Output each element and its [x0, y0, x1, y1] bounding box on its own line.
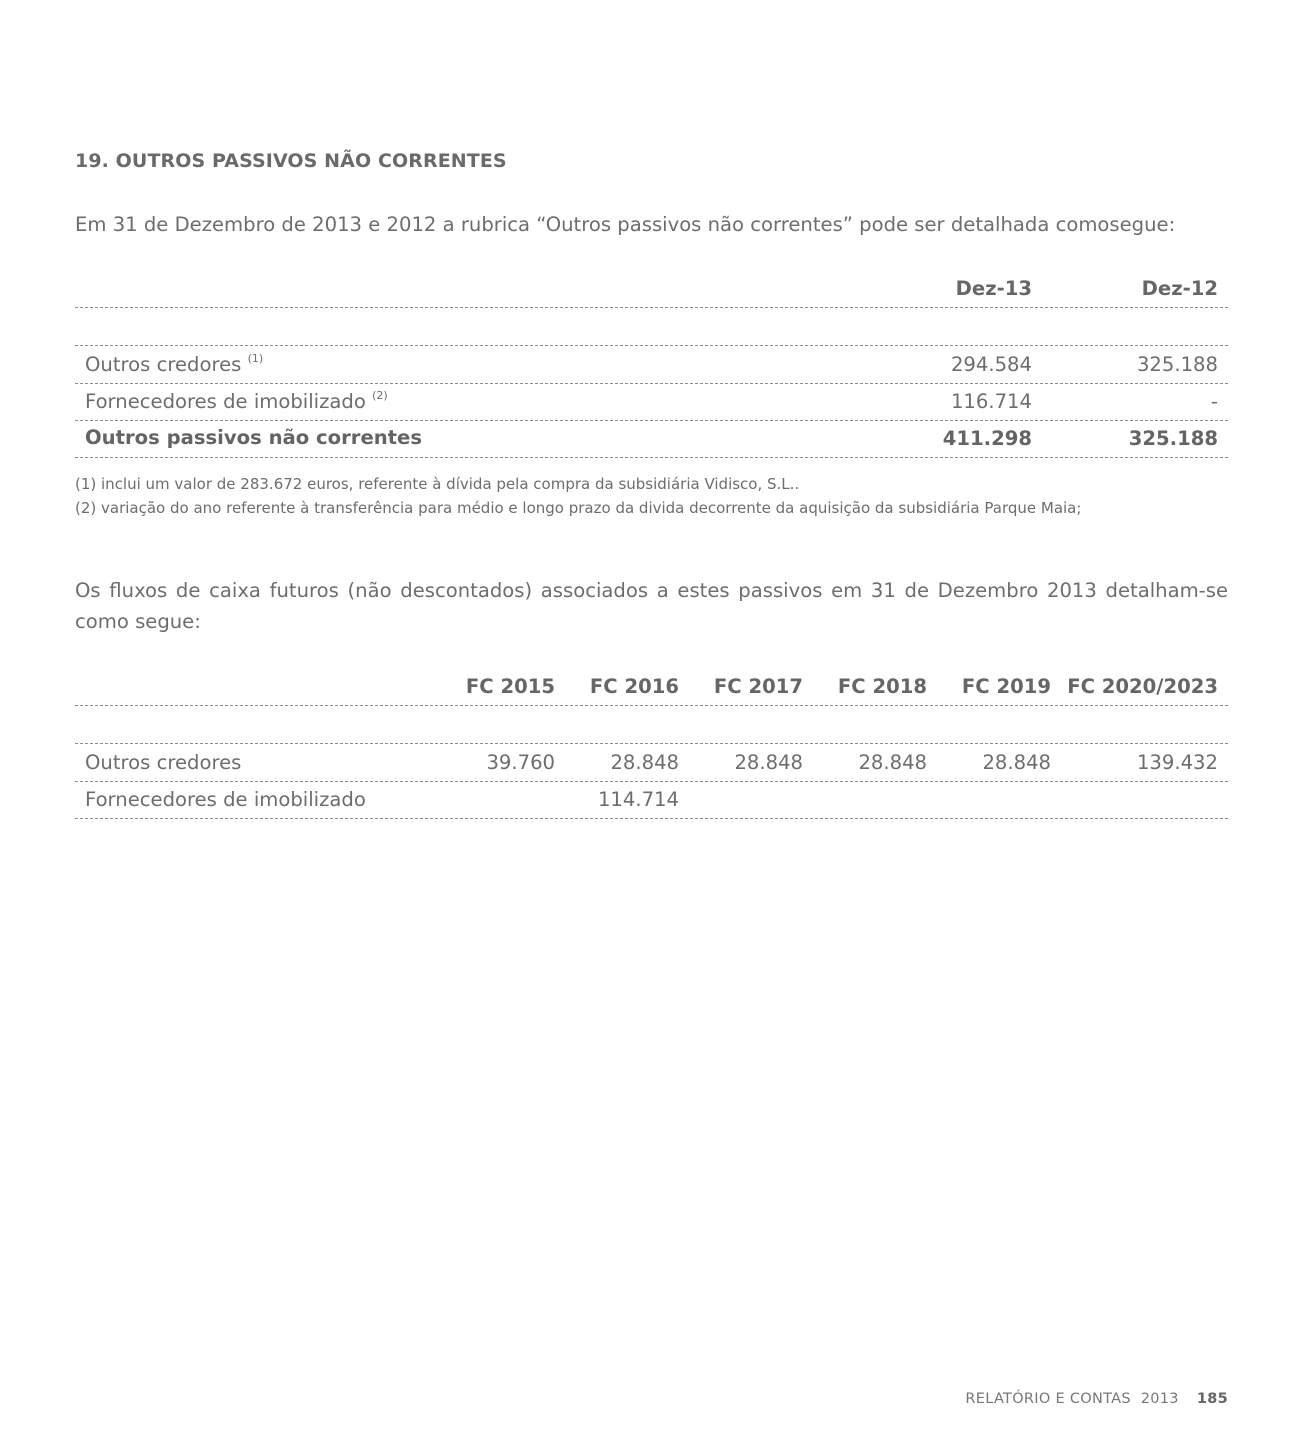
value-fc2019: [951, 781, 1051, 818]
column-header-dez13: Dez-13: [955, 277, 1032, 300]
column-header-fc2017: FC 2017: [713, 675, 803, 698]
row-label: Outros credores $^{(1)}$: [85, 352, 264, 376]
value-fc2018: [827, 781, 927, 818]
table-row: [75, 383, 1228, 421]
row-label: Fornecedores de imobilizado: [85, 788, 366, 811]
page-number: 185: [1196, 1391, 1228, 1407]
page-footer: [965, 1391, 1228, 1407]
value-fc2020-2023: [1061, 781, 1218, 818]
footnote-1: (1) inclui um valor de 283.672 euros, referente à dívida pela compra da subsidiária Vidisco, S.L..: [75, 475, 800, 493]
cashflow-paragraph: Os fluxos de caixa futuros (não descontados) associados a estes passivos em 31 de Dezembro 2013 detalham-se como segue:: [75, 579, 1228, 633]
column-header-fc2016: FC 2016: [589, 675, 679, 698]
column-header-fc2020-2023: FC 2020/2023: [1067, 675, 1218, 698]
table-row: [75, 781, 1228, 819]
value-fc2016: 114.714: [597, 788, 679, 811]
footnote-ref: (2): [372, 389, 388, 402]
footnote-2: (2) variação do ano referente à transferência para médio e longo prazo da divida decorrente da aquisição da subsidiária Parque Maia;: [75, 499, 1082, 517]
table-header-row: [75, 668, 1228, 706]
total-label: Outros passivos não correntes: [85, 426, 422, 449]
intro-paragraph: Em 31 de Dezembro de 2013 e 2012 a rubrica “Outros passivos não correntes” pode ser detalhada comosegue:: [75, 213, 1176, 236]
value-fc2019: 28.848: [982, 751, 1051, 774]
value-fc2020-2023: 139.432: [1136, 751, 1218, 774]
total-dez12: 325.188: [1128, 427, 1218, 450]
footnotes: [75, 472, 1081, 520]
value-fc2017: [703, 781, 803, 818]
row-label: Fornecedores de imobilizado $^{(2)}$: [85, 389, 388, 413]
value-dez13: 116.714: [950, 390, 1032, 413]
section-heading: 19. OUTROS PASSIVOS NÃO CORRENTES: [75, 150, 507, 172]
table-row: [75, 744, 1228, 782]
value-fc2015: 39.760: [486, 751, 555, 774]
footnote-ref: (1): [247, 352, 264, 365]
value-dez12: -: [1210, 390, 1218, 413]
report-title: RELATÓRIO E CONTAS 2013: [965, 1391, 1179, 1407]
value-fc2016: 28.848: [610, 751, 679, 774]
column-header-fc2018: FC 2018: [837, 675, 927, 698]
value-fc2018: 28.848: [858, 751, 927, 774]
table-spacer-row: [75, 706, 1228, 744]
value-fc2017: 28.848: [734, 751, 803, 774]
total-dez13: 411.298: [942, 427, 1032, 450]
column-header-fc2019: FC 2019: [961, 675, 1051, 698]
column-header-dez12: Dez-12: [1141, 277, 1218, 300]
value-dez13: 294.584: [950, 353, 1032, 376]
value-fc2015: [455, 781, 555, 818]
value-dez12: 325.188: [1136, 353, 1218, 376]
table-row: [75, 346, 1228, 384]
table-header-row: [75, 270, 1228, 308]
total-row: [75, 420, 1228, 458]
column-header-fc2015: FC 2015: [465, 675, 555, 698]
table-spacer-row: [75, 308, 1228, 346]
row-label: Outros credores: [85, 751, 242, 774]
